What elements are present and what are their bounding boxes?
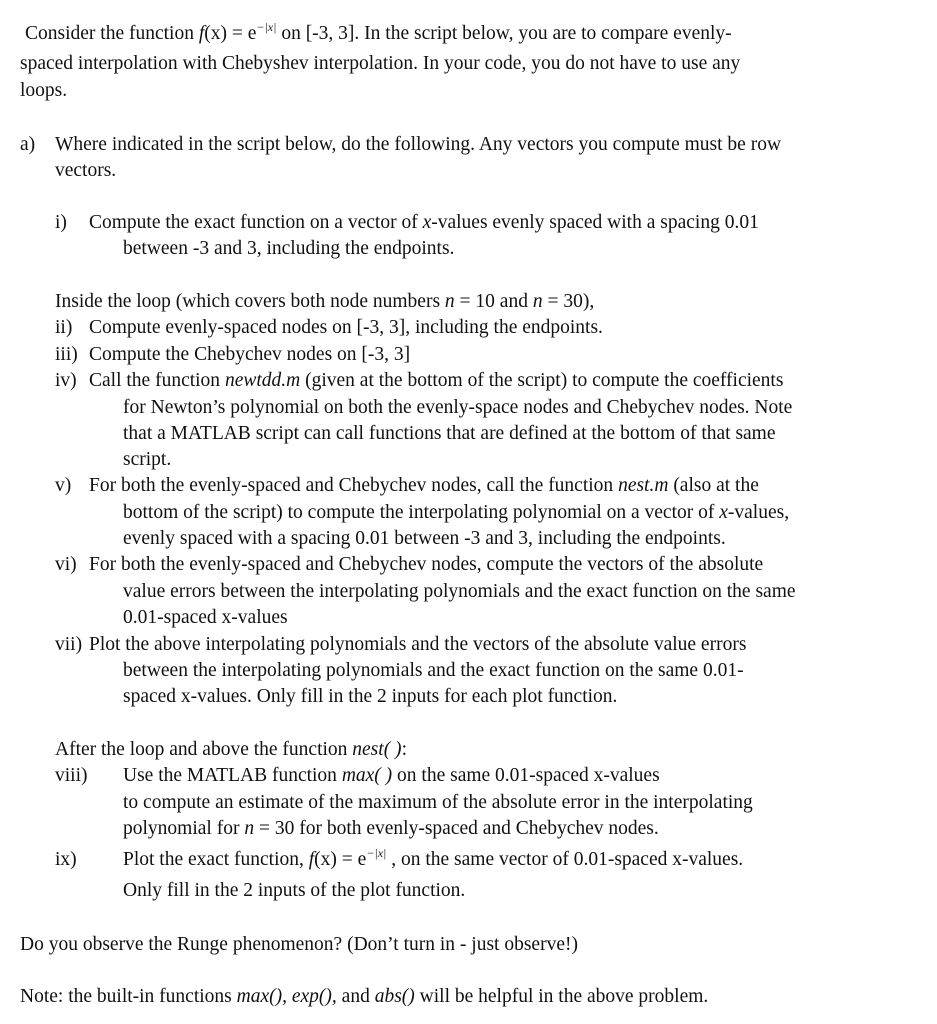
step-text: (given at the bottom of the script) to compute the coefficients [300,370,784,391]
loop-text: Inside the loop (which covers both node numbers [55,291,445,312]
variable-x: x [422,212,432,233]
step-viii-line-3 [123,817,659,841]
step-vii-line-2: between the interpolating polynomials and the exact function on the same 0.01- [123,660,744,681]
step-text: bottom of the script) to compute the interpolating polynomial on a vector of [123,502,720,523]
function-symbol: f [198,23,205,44]
step-text: on the same 0.01-spaced x-values [392,765,660,786]
step-text: -values evenly spaced with a spacing 0.01 [431,212,759,233]
function-symbol: f [308,849,315,870]
function-name: newtdd.m [224,370,301,391]
runge-question: Do you observe the Runge phenomenon? (Don’t turn in - just observe!) [20,934,578,955]
function-expression: (x) = e [314,849,367,870]
function-name: nest.m [618,475,669,496]
step-text: Call the function [89,370,225,391]
variable-x: x [719,502,728,523]
step-ix-label: ix) [55,849,77,870]
step-viii-label: viii) [55,765,88,786]
variable-n: n [444,291,455,312]
step-ix-line-2: Only fill in the 2 inputs of the plot function. [123,880,466,901]
step-i-line-1 [89,211,759,235]
step-iv-line-2: for Newton’s polynomial on both the evenly-space nodes and Chebychev nodes. Note [123,397,793,418]
step-v-line-1 [89,474,759,498]
step-text: , on the same vector of 0.01-spaced x-values. [386,849,744,870]
loop-text: = 10 and [454,291,533,312]
part-a-line-1: Where indicated in the script below, do the following. Any vectors you compute must be row [55,134,782,155]
step-text: -values, [727,502,790,523]
step-vii-line-3: spaced x-values. Only fill in the 2 inputs for each plot function. [123,686,618,707]
step-text: = 30 for both evenly-spaced and Chebychev nodes. [254,818,659,839]
step-v-line-2 [123,501,789,525]
step-vi-line-3: 0.01-spaced x-values [123,607,288,628]
step-text: polynomial for [123,818,245,839]
after-loop-text: : [401,739,407,760]
step-i-label: i) [55,212,67,233]
step-iv-line-3: that a MATLAB script can call functions that are defined at the bottom of that same [123,423,776,444]
step-vi-label: vi) [55,554,77,575]
variable-n: n [244,818,255,839]
intro-line-3: loops. [20,80,68,101]
step-v-label: v) [55,475,72,496]
step-iv-label: iv) [55,370,77,391]
part-a-line-2: vectors. [55,160,117,181]
step-vii-line-1: Plot the above interpolating polynomials and the vectors of the absolute value errors [89,634,747,655]
step-iii-text: Compute the Chebychev nodes on [-3, 3] [89,344,411,365]
step-text: Compute the exact function on a vector of [89,212,423,233]
step-vii-label: vii) [55,634,83,655]
step-iii-label: iii) [55,344,78,365]
note-text: Note: the built-in functions [20,986,237,1007]
step-viii-line-2: to compute an estimate of the maximum of the absolute error in the interpolating [123,792,753,813]
step-text: (also at the [668,475,759,496]
step-i-line-2: between -3 and 3, including the endpoints. [123,238,455,259]
step-ii-text: Compute evenly-spaced nodes on [-3, 3], including the endpoints. [89,317,603,338]
function-name: nest( ) [352,739,402,760]
step-ii-label: ii) [55,317,73,338]
step-text: For both the evenly-spaced and Chebychev nodes, call the function [89,475,619,496]
note-text: and [336,986,375,1007]
intro-line-1 [25,22,732,47]
step-text: Plot the exact function, [123,849,309,870]
loop-text: = 30), [542,291,595,312]
step-viii-line-1 [123,764,660,788]
after-loop-text: After the loop and above the function [55,739,353,760]
step-vi-line-2: value errors between the interpolating polynomials and the exact function on the same [123,581,796,602]
step-vi-line-1: For both the evenly-spaced and Chebychev nodes, compute the vectors of the absolute [89,554,764,575]
step-v-line-3: evenly spaced with a spacing 0.01 between -3 and 3, including the endpoints. [123,528,726,549]
function-exponent: −|x| [256,20,277,34]
step-iv-line-1 [89,369,783,393]
intro-text: Consider the function [25,23,199,44]
variable-n: n [532,291,543,312]
step-text: Use the MATLAB function [123,765,342,786]
note-line [20,985,708,1009]
step-iv-line-4: script. [123,449,172,470]
part-a-label: a) [20,134,36,155]
step-ix-line-1 [123,848,743,873]
intro-text: on [-3, 3]. In the script below, you are to compare evenly- [276,23,732,44]
function-expression: (x) = e [204,23,257,44]
function-name: abs() [374,986,415,1007]
loop-intro [55,290,594,314]
after-loop-heading [55,738,407,762]
note-text: will be helpful in the above problem. [414,986,709,1007]
function-name: max( ) [341,765,393,786]
intro-line-2: spaced interpolation with Chebyshev interpolation. In your code, you do not have to use any [20,53,741,74]
function-names: max(), exp(), [236,986,337,1007]
function-exponent: −|x| [366,846,387,860]
